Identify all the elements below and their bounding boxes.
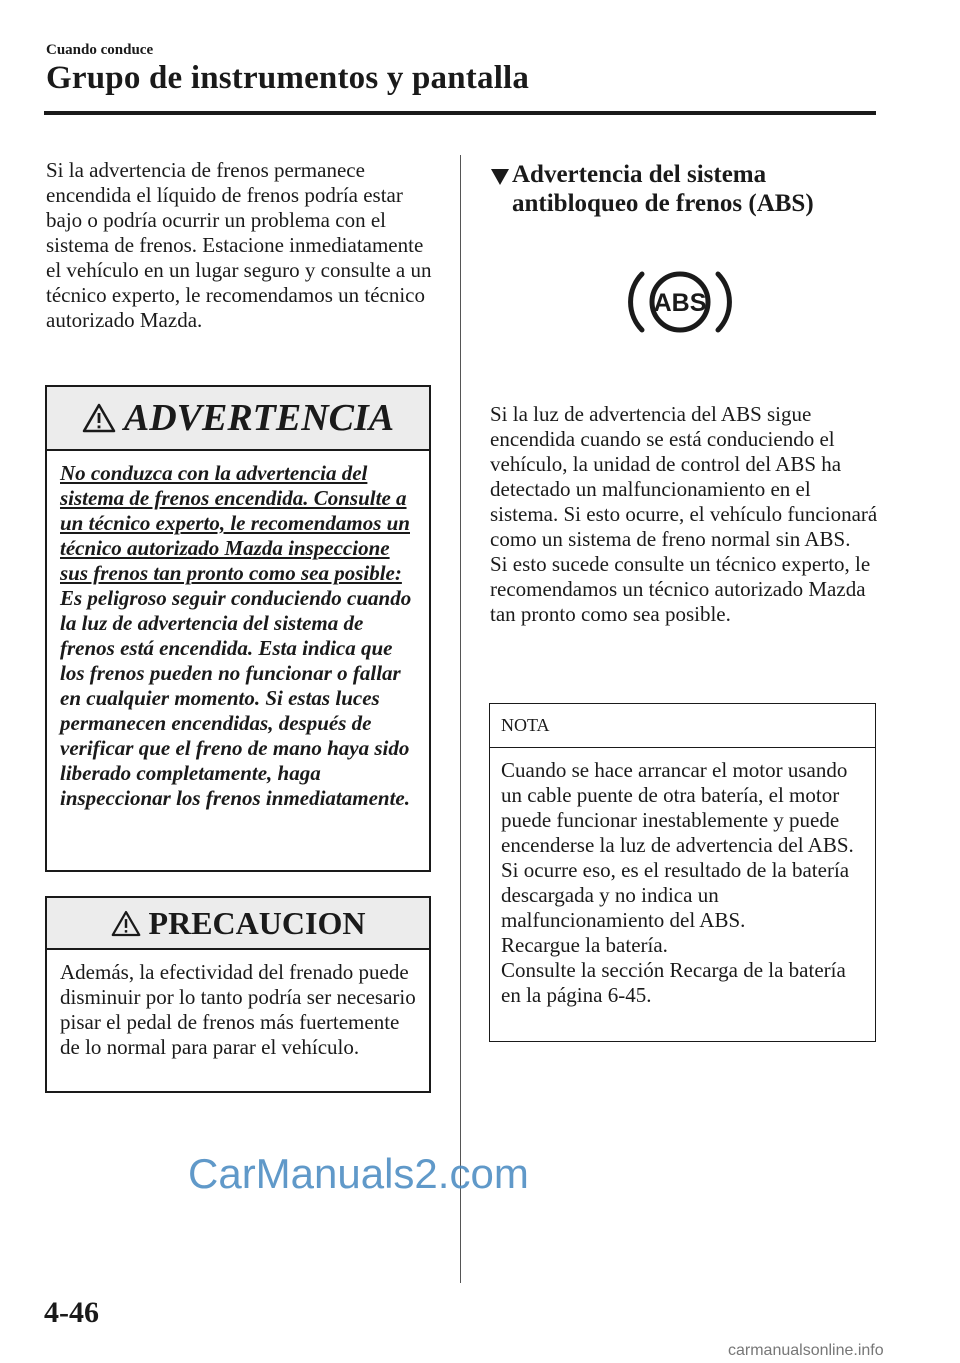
brake-warning-paragraph: Si la advertencia de frenos permanece encendida el líquido de frenos podría estar bajo o podría ocurrir un problema con el sistema de frenos. Estacione inmediatamente el vehículo en un lugar seguro y consulte a un técnico experto, le recomendamos un técnico autorizado Mazda. [46, 158, 432, 332]
abs-heading-text: Advertencia del sistema antibloqueo de frenos (ABS) [512, 161, 814, 217]
warning-lead: No conduzca con la advertencia del sistema de frenos encendida. Consulte a un técnico experto, le recomendamos un técnico autorizado Mazda inspeccione sus frenos tan pronto como sea posible: [60, 461, 410, 585]
header-rule [44, 111, 876, 115]
footer-watermark: carmanualsonline.info [728, 1342, 884, 1359]
abs-icon-label: ABS [653, 289, 707, 317]
warning-title: ADVERTENCIA [123, 397, 395, 439]
column-divider [460, 155, 461, 1283]
warning-triangle-icon [82, 403, 116, 433]
caution-body: Además, la efectividad del frenado puede disminuir por lo tanto podría ser necesario pisar el pedal de frenos más fuertemente de lo normal para parar el vehículo. [60, 960, 416, 1059]
abs-description [490, 402, 882, 627]
section-triangle-icon [490, 160, 512, 218]
note-line-2: Recargue la batería. [501, 933, 668, 957]
warning-box [45, 385, 431, 872]
warning-triangle-icon [111, 910, 141, 937]
note-line-3: Consulte la sección Recarga de la batería en la página 6-45. [501, 958, 846, 1007]
abs-paragraph-1: Si la luz de advertencia del ABS sigue encendida cuando se está conduciendo el vehículo, la unidad de control del ABS ha detectado un malfuncionamiento en el sistema. Si esto ocurre, el vehículo funcionará como un sistema de freno normal sin ABS. [490, 402, 878, 551]
chapter-title: Grupo de instrumentos y pantalla [46, 60, 530, 96]
warning-header [47, 387, 429, 451]
caution-box [45, 896, 431, 1093]
page-number: 4-46 [44, 1296, 99, 1329]
caution-header [47, 898, 429, 950]
section-label: Cuando conduce [46, 42, 154, 58]
abs-heading [490, 160, 880, 218]
warning-body: Es peligroso seguir conduciendo cuando la luz de advertencia del sistema de frenos está encendida. Esta indica que los frenos pueden no funcionar o fallar en cualquier momento. Si estas luces permanecen encendidas, después de verificar que el freno de mano haya sido liberado completamente, haga inspeccionar los frenos inmediatamente. [60, 586, 412, 810]
note-box [489, 703, 876, 1042]
abs-paragraph-2: Si esto sucede consulte un técnico experto, le recomendamos un técnico autorizado Mazda tan pronto como sea posible. [490, 552, 871, 626]
abs-warning-light-icon [622, 262, 738, 342]
note-line-1: Cuando se hace arrancar el motor usando un cable puente de otra batería, el motor puede funcionar inestablemente y puede encenderse la luz de advertencia del ABS. Si ocurre eso, es el resultado de la batería descargada y no indica un malfuncionamiento del ABS. [501, 758, 854, 932]
note-title: NOTA [490, 704, 875, 748]
watermark-logo: CarManuals2.com [188, 1150, 529, 1197]
caution-title: PRECAUCION [148, 904, 366, 941]
